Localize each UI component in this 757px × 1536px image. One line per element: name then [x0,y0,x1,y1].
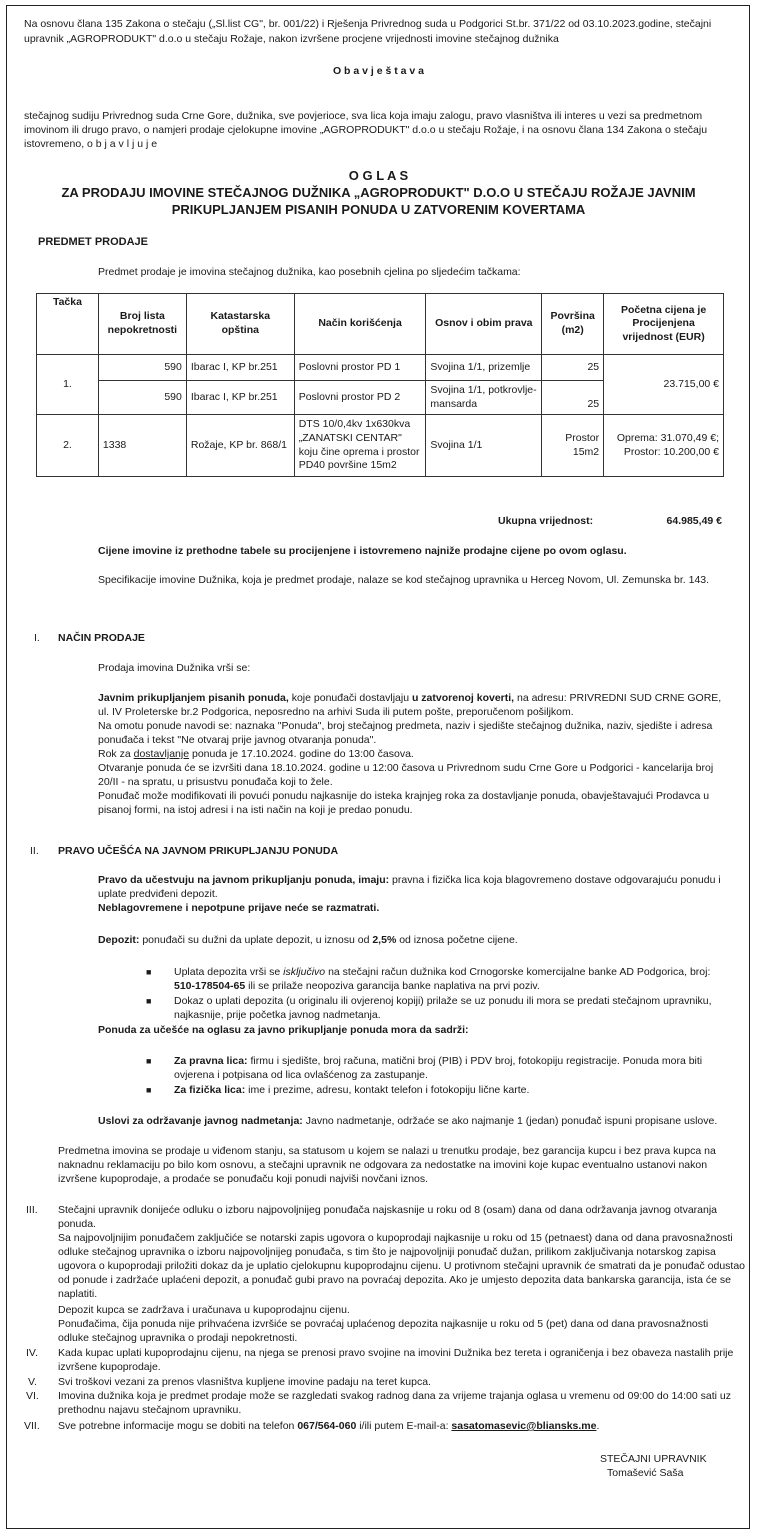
section-text [174,1055,702,1069]
cell-list: 1338 [98,415,186,477]
intro-line: upravnik „AGROPRODUKT" d.o.o u stečaju Rožaje, nakon izvršene procjene vrijednosti imovine stečajnog dužnika [24,33,559,45]
section-number: V. [28,1376,37,1388]
section-text: Ponuđač može modifikovati ili povući ponudu najkasnije do isteka krajnjeg roka za dostavljanje ponuda, obavještavajući Prodavca u [98,790,710,802]
section-text: prethodnu najavu stečajnom upravniku. [58,1404,242,1416]
obavjestava-heading: O b a v j e š t a v a [332,65,425,77]
section-text: odluke stečajnog upravnika o prodaji nepokretnosti. [58,1332,298,1344]
cell-povrsina: 25 [542,381,604,415]
italic-text: isključivo [283,966,326,978]
section-text: Kada kupac uplati kupoprodajnu cijenu, na njega se prenosi pravo svojine na imovini Dužnika bez tereta i ograničenja i bez obaveza nastalih prije [58,1347,734,1359]
cell-ko: Rožaje, KP br. 868/1 [186,415,294,477]
section-number: VI. [26,1390,39,1402]
specifikacija-text: Specifikacije imovine Dužnika, koja je predmet prodaje, nalaze se kod stečajnog upravnika u Herceg Novom, Ul. Zemunska br. 143. [98,574,710,586]
cijene-note: Cijene imovine iz prethodne tabele su procijenjene i istovremeno najniže prodajne cijene po ovom oglasu. [98,545,627,557]
text-span: i/ili putem E-mail-a: [356,1420,452,1432]
col-header: Katastarska opština [186,294,294,355]
signature-title: STEČAJNI UPRAVNIK [600,1453,707,1465]
section-number: IV. [26,1347,38,1359]
oglas-title-line: ZA PRODAJU IMOVINE STEČAJNOG DUŽNIKA „AGROPRODUKT" D.O.O U STEČAJU ROŽAJE JAVNIM [61,185,696,200]
section-text: ponuda. [58,1218,96,1230]
section-heading: PRAVO UČEŠĆA NA JAVNOM PRIKUPLJANJU PONUDA [58,845,339,857]
section-text: Neblagovremene i nepotpune prijave neće se razmatrati. [98,902,380,914]
cell-nacin: DTS 10/0,4kv 1x630kva „ZANATSKI CENTAR" koju čine oprema i prostor PD40 površine 15m2 [294,415,426,477]
email-link[interactable]: sasatomasevic@bliansks.me [451,1420,597,1432]
text-span: pravna i fizička lica koja blagovremeno dostave odgovarajuću ponudu i [389,874,721,886]
bold-text: Uslovi za održavanje javnog nadmetanja: [98,1115,303,1127]
col-header: Tačka [37,294,99,355]
section-text: od ponude i zadržaće uplaćeni depozit, a ponuđač gubi pravo na povraćaj depozita. Ako je umjesto depozita data bankarska garancija, ista će se [58,1274,732,1286]
cell-osnov: Svojina 1/1 [426,415,542,477]
bold-text: u zatvorenoj koverti, [411,692,515,704]
section-text: Dokaz o uplati depozita (u originalu ili ovjerenoj kopiji) prilaže se uz ponudu ili mora se predati stečajnom upravniku, [174,995,712,1007]
section-number: I. [34,632,40,644]
section-text: 20/II - na spratu, u prisustvu ponuđača koji to žele. [98,776,333,788]
section-number: III. [26,1204,38,1216]
intro-line: Na osnovu člana 135 Zakona o stečaju („Sl.list CG", br. 001/22) i Rješenja Privrednog suda u Podgorici St.br. 371/22 od 03.10.2023.godine, stečajni [24,18,712,30]
ukupno-value: 64.985,49 € [666,515,722,527]
cell-povrsina: 25 [542,355,604,381]
col-header: Način korišćenja [294,294,426,355]
section-text: izvršene kupoprodaje, a prodaće se ponuđaču koji ponudi najviši novčani iznos. [58,1173,429,1185]
col-header: Početna cijena je Procijenjena vrijednost (EUR) [604,294,724,355]
text-span: ponuda je 17.10.2024. godine do 13:00 časova. [189,748,414,760]
section-text: ponuđača i tekst "Ne otvaraj prije javnog otvaranja ponuda". [98,734,377,746]
predmet-text: Predmet prodaje je imovina stečajnog dužnika, kao posebnih cjelina po sljedećim tačkama: [98,266,521,278]
bullet-icon: ■ [146,1056,152,1066]
cell-osnov: Svojina 1/1, prizemlje [426,355,542,381]
text-span: ili se prilaže neopoziva garancija banke naplativa na prvi poziv. [245,980,540,992]
col-header: Površina (m2) [542,294,604,355]
text-span: koje ponuđači dostavljaju [288,692,412,704]
assets-table [36,293,724,477]
cell-ko: Ibarac I, KP br.251 [186,355,294,381]
text-span: firmu i sjedište, broj računa, matični broj (PIB) i PDV broj, fotokopiju registracije. Ponuda mora biti [247,1055,703,1067]
text-span: Javno nadmetanje, održaće se ako najmanje 1 (jedan) ponuđač ispuni propisane uslove. [302,1115,718,1127]
section-text: Na omotu ponude navodi se: naznaka "Ponuda", broj stečajnog predmeta, naziv i sjedište stečajnog dužnika, naziv, sjedište i adresa [98,720,713,732]
section-text: Svi troškovi vezani za prenos vlasništva kupljene imovine padaju na teret kupca. [58,1376,431,1388]
text-span: ime i prezime, adresu, kontakt telefon i fotokopiju lične karte. [245,1084,530,1096]
bullet-icon: ■ [146,1085,152,1095]
section-text: Ponuđačima, čija ponuda nije prihvaćena izvršiće se povraćaj uplaćenog depozita najkasnije u roku od 5 (pet) dana od dana pravosnažnosti [58,1318,709,1330]
cell-tacka: 2. [37,415,99,477]
table-row [37,355,724,381]
text-span: Rok za [98,748,134,760]
section-text: naknadnu reklamaciju po bilo kom osnovu, a stečajni upravnik ne odgovara za nedostatke na imovini koje kupac eventualno ustanovi nakon [58,1159,708,1171]
ukupno-label: Ukupna vrijednost: [498,515,594,527]
bullet-icon: ■ [146,967,152,977]
notice-line: stečajnog sudiju Privrednog suda Crne Gore, dužnika, sve povjerioce, sva lica koja imaju zalogu, pravo vlasništva ili interes u vezi sa predmetnom [24,110,703,122]
contact-line [58,1420,599,1434]
signature-name: Tomašević Saša [607,1467,684,1479]
section-text: uplate predviđeni depozit. [98,888,218,900]
underlined-text: dostavljanje [133,748,190,760]
text-span: Uplata depozita vrši se [174,966,284,978]
bullet-icon: ■ [146,996,152,1006]
section-text [174,966,710,980]
section-text [98,1115,717,1129]
section-text: Otvaranje ponuda će se izvršiti dana 18.10.2024. godine u 12:00 časova u Privrednom sudu Crne Gore u Podgorici - kancelarija broj [98,762,714,774]
account-number: 510-178504-65 [174,980,246,992]
cell-ko: Ibarac I, KP br.251 [186,381,294,415]
section-text: Predmetna imovina se prodaje u viđenom stanju, sa statusom u kojem se nalazi u trenutku prodaje, bez garancija kupcu i bez prava kupca na [58,1145,716,1157]
cell-cijena: Oprema: 31.070,49 €; Prostor: 10.200,00 € [604,415,724,477]
section-text: Stečajni upravnik donijeće odluku o izboru najpovoljnijeg ponuđača najskasnije u roku od 8 (osam) dana od dana održavanja javnog otvaranja [58,1204,718,1216]
section-text: izvršene kupoprodaje. [58,1361,161,1373]
depozit-text [98,934,518,948]
section-text: Ponuda za učešće na oglasu za javno prikupljanje ponuda mora da sadrži: [98,1024,469,1036]
cell-povrsina: Prostor 15m2 [542,415,604,477]
cell-nacin: Poslovni prostor PD 2 [294,381,426,415]
section-number: VII. [24,1420,40,1432]
text-span: od iznosa početne cijene. [396,934,518,946]
col-header: Broj lista nepokretnosti [98,294,186,355]
notice-line: istovremeno, o b j a v l j u j e [24,138,158,150]
section-text: odluke stečajnog upravnika o izboru najpovoljnijeg ponuđača, s tim što je najpovoljniji ponuđač dužan, prilikom zaključivanja notarskog zapisa [58,1246,716,1258]
bold-text: Javnim prikupljanjem pisanih ponuda, [98,692,289,704]
text-span: na stečajni račun dužnika kod Crnogorske komercijalne banke AD Podgorica, broj: [325,966,711,978]
table-header-row [37,294,724,355]
col-header: Osnov i obim prava [426,294,542,355]
text-span: na adresu: PRIVREDNI SUD CRNE GORE, [514,692,722,704]
cell-osnov: Svojina 1/1, potkrovlje-mansarda [426,381,542,415]
section-number: II. [30,845,39,857]
bold-text: Za fizička lica: [174,1084,246,1096]
section-text [174,980,540,994]
section-text: Imovina dužnika koja je predmet prodaje može se razgledati svakog radnog dana za vrijeme trajanja oglasa u vremenu od 09:00 do 14:00 sati uz [58,1390,731,1402]
section-text [174,1084,529,1098]
bold-text: Za pravna lica: [174,1055,248,1067]
section-text: ul. IV Proleterske br.2 Podgorica, neposredno na arhivi Suda ili putem pošte, preporučenom pošiljkom. [98,706,574,718]
section-text [98,874,721,888]
section-text: ovjerena i potpisana od lica ovlašćenog za zastupanje. [174,1069,428,1081]
predmet-heading: PREDMET PRODAJE [38,236,149,248]
cell-list: 590 [98,381,186,415]
cell-nacin: Poslovni prostor PD 1 [294,355,426,381]
section-text: najkasnije, prije početka javnog nadmetanja. [174,1009,381,1021]
section-heading: NAČIN PRODAJE [58,632,145,644]
table-row [37,415,724,477]
text-span: Sve potrebne informacije mogu se dobiti na telefon [58,1420,298,1432]
oglas-title-line: PRIKUPLJANJEM PISANIH PONUDA U ZATVORENIM KOVERTAMA [171,202,586,217]
section-text [98,692,738,706]
text-span: ponuđači su dužni da uplate depozit, u iznosu od [139,934,373,946]
cell-list: 590 [98,355,186,381]
section-text: pisanoj formi, na istoj adresi i na isti način na koji je predao ponudu. [98,804,413,816]
notice-line: imovinom ili drugo pravo, o namjeri prodaje cjelokupne imovine „AGROPRODUKT" d.o.o u stečaju Rožaje, i na osnovu člana 134 Zakona o stečaju [24,124,708,136]
phone-number: 067/564-060 [297,1420,357,1432]
section-text: ugovora o kupoprodaji priložiti dokaz da je uplatio cjelokupnu kupoprodajnu cijenu. U protivnom stečajni upravnik će smatrati da je ponuđač odustao [58,1260,746,1272]
bold-text: 2,5% [372,934,397,946]
oglas-heading: O G L A S [348,168,409,183]
section-text: Depozit kupca se zadržava i uračunava u kupoprodajnu cijenu. [58,1304,350,1316]
bold-text: Pravo da učestvuju na javnom prikupljanju ponuda, imaju: [98,874,390,886]
cell-tacka: 1. [37,355,99,415]
rok-text [98,748,414,762]
cell-cijena: 23.715,00 € [604,355,724,415]
section-text: naplatiti. [58,1288,98,1300]
text-span: . [596,1420,600,1432]
section-text: Prodaja imovina Dužnika vrši se: [98,662,251,674]
bold-text: Depozit: [98,934,140,946]
section-text: Sa najpovoljnijim ponuđačem zaključiće se notarski zapis ugovora o kupoprodaji najkasnije u roku od 15 (petnaest) dana od dana pravosnažnosti [58,1232,733,1244]
